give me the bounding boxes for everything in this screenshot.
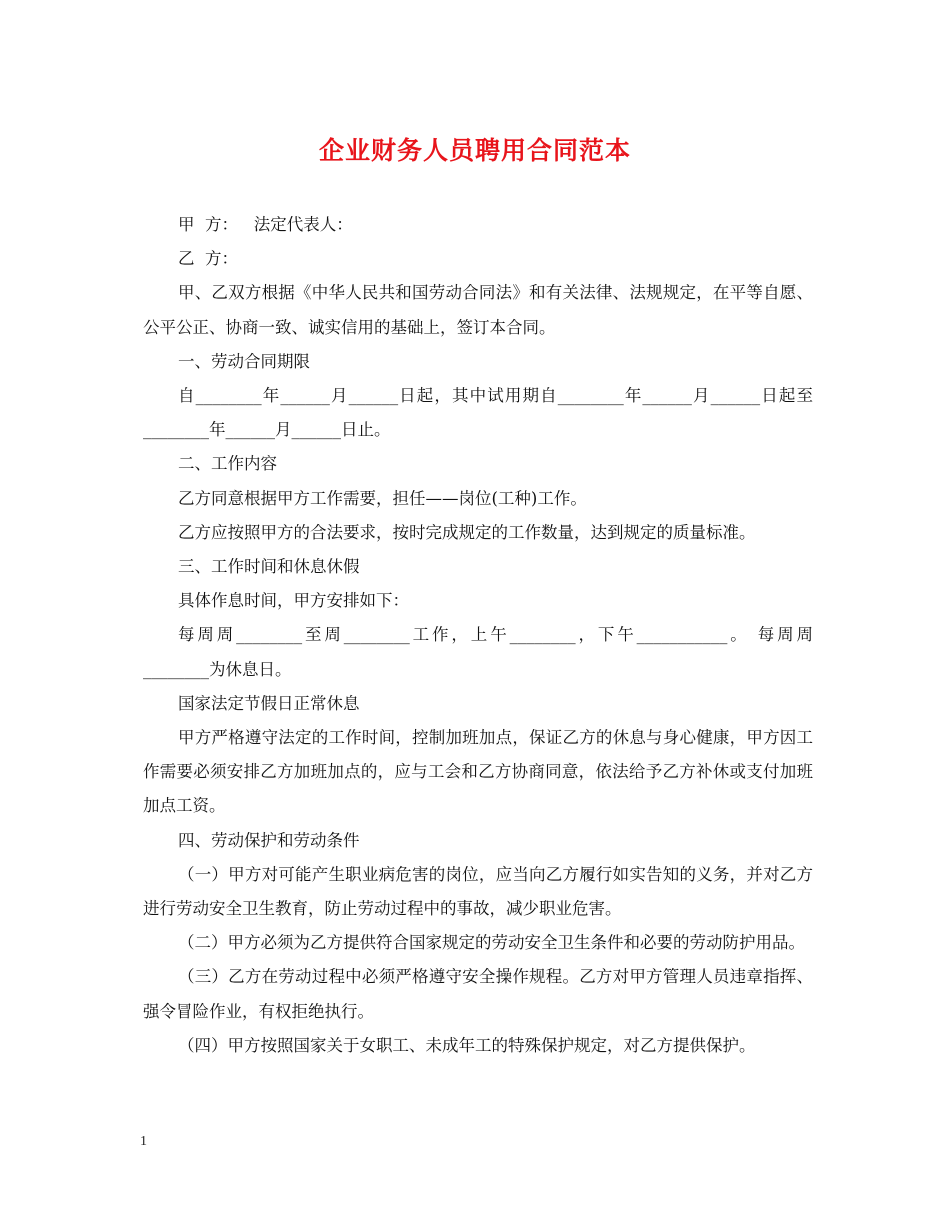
document-title: 企业财务人员聘用合同范本 [318,136,631,165]
party-a-line: 甲 方： 法定代表人： [178,215,353,234]
page-number: 1 [140,1134,147,1149]
holiday-paragraph: 国家法定节假日正常休息 [178,693,360,713]
protection-clause-3: （三）乙方在劳动过程中必须严格遵守安全操作规程。乙方对甲方管理人员违章指挥、强令冒险作业，有权拒绝执行。 [143,967,813,1021]
contract-term-paragraph: 自________年______月______日起，其中试用期自________年______月______日起至________年______月______日止。 [143,386,814,440]
weekly-schedule-paragraph: 每周周________至周________工作，上午________，下午___________。 每周周________为休息日。 [143,625,813,679]
preamble-paragraph: 甲、乙双方根据《中华人民共和国劳动合同法》和有关法律、法规规定，在平等自愿、公平公正、协商一致、诚实信用的基础上，签订本合同。 [143,283,813,337]
section-heading-term: 一、劳动合同期限 [178,351,310,371]
section-heading-work-hours: 三、工作时间和休息休假 [178,557,360,577]
document-body [143,208,813,1063]
party-b-line: 乙 方： [178,249,238,269]
work-position-paragraph: 乙方同意根据甲方工作需要，担任——岗位(工种)工作。 [178,488,587,508]
section-heading-work-content: 二、工作内容 [178,454,277,474]
work-requirement-paragraph: 乙方应按照甲方的合法要求，按时完成规定的工作数量，达到规定的质量标准。 [178,522,756,542]
overtime-paragraph: 甲方严格遵守法定的工作时间，控制加班加点，保证乙方的休息与身心健康，甲方因工作需要必须安排乙方加班加点的，应与工会和乙方协商同意，依法给予乙方补休或支付加班加点工资。 [143,728,813,816]
protection-clause-4: （四）甲方按照国家关于女职工、未成年工的特殊保护规定，对乙方提供保护。 [178,1035,756,1055]
protection-clause-1: （一）甲方对可能产生职业病危害的岗位，应当向乙方履行如实告知的义务，并对乙方进行劳动安全卫生教育，防止劳动过程中的事故，减少职业危害。 [143,864,813,919]
protection-clause-2: （二）甲方必须为乙方提供符合国家规定的劳动安全卫生条件和必要的劳动防护用品。 [178,933,805,953]
schedule-intro-paragraph: 具体作息时间，甲方安排如下： [178,591,409,611]
section-heading-labor-protection: 四、劳动保护和劳动条件 [178,830,360,850]
